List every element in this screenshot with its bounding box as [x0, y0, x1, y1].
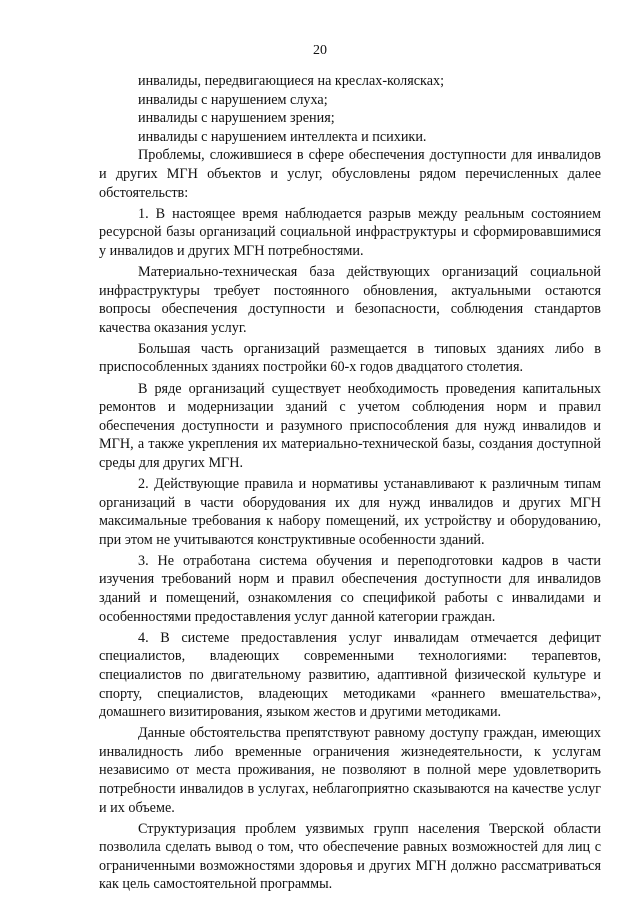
paragraph-problems-intro: Проблемы, сложившиеся в сфере обеспечения доступности для инвалидов и других МГН объектов и услуг, обусловлены рядом перечисленных далее обстоятельств: [99, 147, 601, 201]
paragraph-typical-buildings: Большая часть организаций размещается в типовых зданиях либо в приспособленных зданиях постройки 60-х годов двадцатого столетия. [99, 340, 601, 376]
paragraph-conclusion: Структуризация проблем уязвимых групп населения Тверской области позволила сделать вывод о том, что обеспечение равных возможностей для лиц с ограниченными возможностями здоровья и других МГН должно рассматриваться как цель самостоятельной программы. [99, 820, 601, 893]
list-item-wheelchair: инвалиды, передвигающиеся на креслах-колясках; [138, 73, 445, 89]
paragraph-point-3: 3. Не отработана система обучения и переподготовки кадров в части изучения требований норм и правил обеспечения доступности для инвалидов зданий и помещений, ознакомления со спецификой работы с инвалидами и особенностями предоставления услуг данной категории граждан. [99, 552, 601, 625]
list-item-intellect: инвалиды с нарушением интеллекта и психики. [138, 128, 427, 145]
paragraph-point-4: 4. В системе предоставления услуг инвалидам отмечается дефицит специалистов, владеющих современными технологиями: терапевтов, специалистов по двигательному развитию, адаптивной физической культуре и спорту, специалистов, владеющих методиками «раннего вмешательства», домашнего визитирования, языком жестов и другими методиками. [99, 629, 601, 721]
paragraph-point-2: 2. Действующие правила и нормативы устанавливают к различным типам организаций в части оборудования их для нужд инвалидов и других МГН максимальные требования к набору помещений, их устройству и оборудованию, при этом не учитываются конструктивные особенности зданий. [99, 475, 601, 548]
paragraph-point-1: 1. В настоящее время наблюдается разрыв между реальным состоянием ресурсной базы организаций социальной инфраструктуры и сформировавшимися у инвалидов и других МГН потребностями. [99, 205, 601, 259]
list-item-vision: инвалиды с нарушением зрения; [138, 110, 335, 127]
list-item-hearing: инвалиды с нарушением слуха; [138, 91, 328, 108]
document-body [99, 72, 601, 897]
paragraph-circumstances: Данные обстоятельства препятствуют равному доступу граждан, имеющих инвалидность либо временные ограничения жизнедеятельности, к услугам независимо от места проживания, не позволяют в полной мере удовлетворить потребности инвалидов в услугах, неблагоприятно сказываются на качестве услуг и их объеме. [99, 725, 601, 816]
paragraph-renovation: В ряде организаций существует необходимость проведения капитальных ремонтов и модернизации зданий с учетом соблюдения норм и правил обеспечения доступности и разумного приспособления для нужд инвалидов и МГН, а также укрепления их материально-технической базы, создания доступной среды для других МГН. [99, 380, 601, 471]
paragraph-material-base: Материально-техническая база действующих организаций социальной инфраструктуры требует постоянного обновления, актуальными остаются вопросы обеспечения доступности и безопасности, соблюдения стандартов качества оказания услуг. [99, 263, 601, 336]
page-number: 20 [313, 43, 327, 58]
